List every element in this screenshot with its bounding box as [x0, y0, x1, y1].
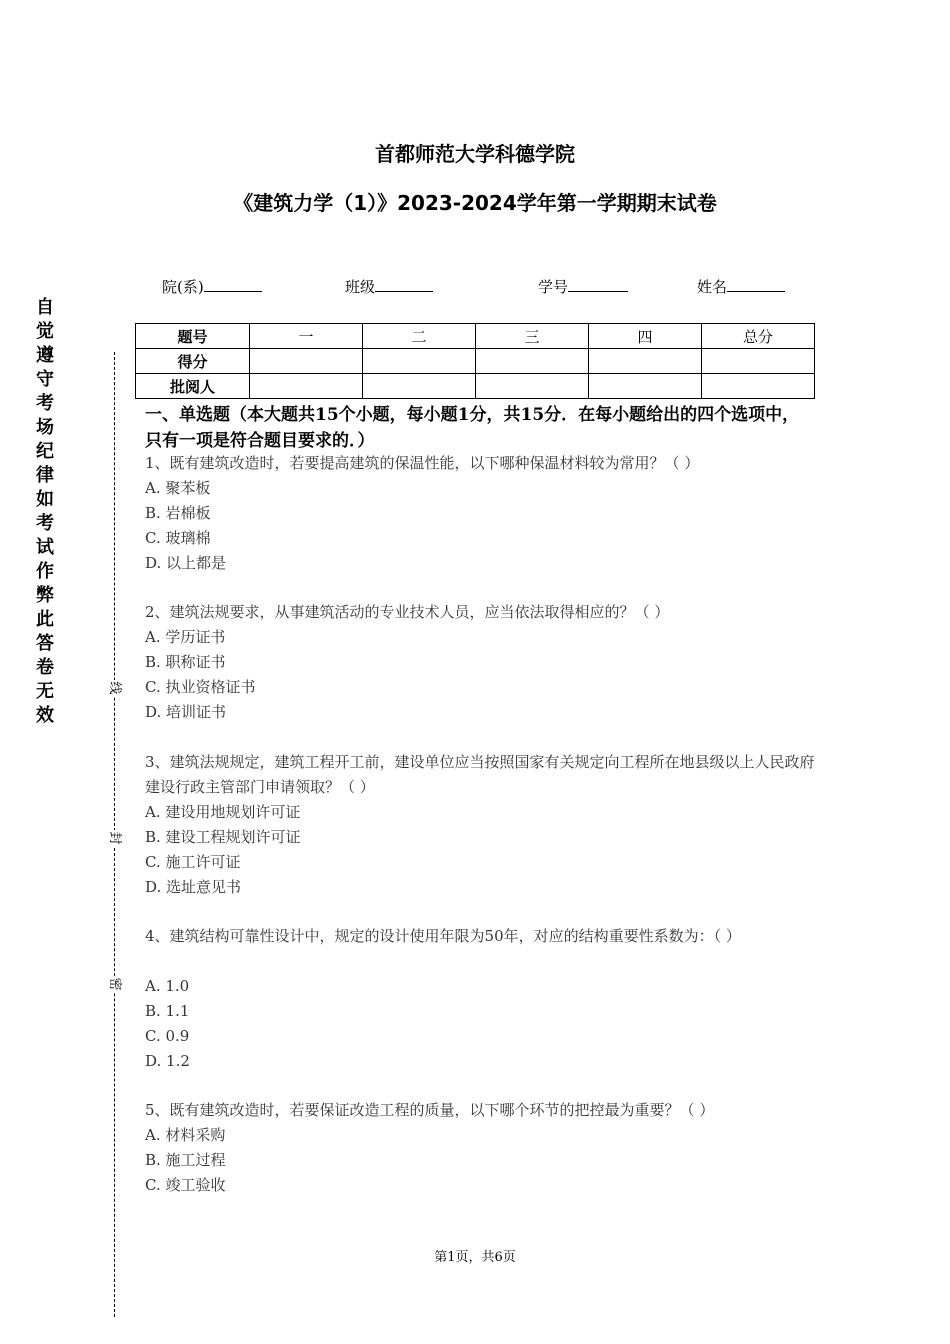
- side-notice-char: 场: [36, 417, 54, 438]
- side-notice-char: 自: [36, 297, 54, 318]
- question-5-stem: 5、既有建筑改造时，若要保证改造工程的质量，以下哪个环节的把控最为重要？（ ）: [145, 1101, 715, 1119]
- side-notice-char: 考: [36, 393, 54, 414]
- question-3-option: B. 建设工程规划许可证: [145, 828, 301, 846]
- question-2-stem: 2、建筑法规要求，从事建筑活动的专业技术人员，应当依法取得相应的？（ ）: [145, 603, 670, 621]
- page-number: 第1页，共6页: [434, 1250, 516, 1265]
- header-cell: 四: [589, 324, 702, 349]
- header-cell: 三: [476, 324, 589, 349]
- question-2-option: D. 培训证书: [145, 703, 227, 721]
- side-notice-char: 无: [36, 681, 54, 702]
- side-notice-char: 答: [36, 633, 54, 654]
- side-notice-char: 律: [36, 465, 54, 486]
- question-4-option: D. 1.2: [145, 1052, 190, 1070]
- department-blank: [204, 276, 262, 292]
- header-cell: 题号: [136, 324, 250, 349]
- side-notice-char: 作: [36, 561, 54, 582]
- score-cell: [250, 349, 363, 374]
- side-notice-char: 试: [36, 537, 54, 558]
- student-id-blank: [568, 276, 628, 292]
- table-header-row: [136, 324, 815, 349]
- name-blank: [727, 276, 785, 292]
- seal-mark-seal: 封: [107, 831, 122, 845]
- school-title: 首都师范大学科德学院: [375, 142, 575, 166]
- question-2-option: B. 职称证书: [145, 653, 226, 671]
- question-3-option: C. 施工许可证: [145, 853, 241, 871]
- grader-row-label: 批阅人: [136, 374, 250, 399]
- score-cell: [476, 349, 589, 374]
- question-5-option: A. 材料采购: [145, 1126, 226, 1144]
- side-notice: [34, 296, 56, 728]
- score-cell: [702, 349, 815, 374]
- side-notice-char: 考: [36, 513, 54, 534]
- grader-cell: [363, 374, 476, 399]
- name-field: [697, 276, 785, 297]
- header-cell: 一: [250, 324, 363, 349]
- grader-cell: [589, 374, 702, 399]
- class-field: [345, 276, 433, 297]
- question-4-option: B. 1.1: [145, 1002, 190, 1020]
- question-4-option: A. 1.0: [145, 977, 190, 995]
- student-id-label: 学号: [538, 278, 569, 296]
- section-title: 一、单选题（本大题共15个小题，每小题1分，共15分．在每小题给出的四个选项中，只有一项是符合题目要求的．）: [145, 405, 800, 451]
- seal-mark-line: 线: [107, 681, 122, 695]
- question-2-option: A. 学历证书: [145, 628, 226, 646]
- exam-title: 《建筑力学（1）》2023-2024学年第一学期期末试卷: [233, 191, 717, 215]
- side-notice-char: 如: [36, 489, 54, 510]
- score-row: [136, 349, 815, 374]
- class-blank: [375, 276, 433, 292]
- side-notice-char: 遵: [36, 345, 54, 366]
- question-1-option: D. 以上都是: [145, 554, 227, 572]
- class-label: 班级: [345, 278, 376, 296]
- name-label: 姓名: [697, 278, 728, 296]
- score-table: [135, 323, 815, 399]
- side-notice-char: 效: [36, 705, 54, 726]
- question-4-option: C. 0.9: [145, 1027, 190, 1045]
- side-notice-char: 守: [36, 369, 54, 390]
- side-notice-char: 此: [36, 609, 54, 630]
- department-field: [162, 276, 262, 297]
- grader-row: [136, 374, 815, 399]
- side-notice-char: 卷: [36, 657, 54, 678]
- question-1-option: C. 玻璃棉: [145, 529, 211, 547]
- side-notice-char: 纪: [36, 441, 54, 462]
- question-3-option: A. 建设用地规划许可证: [145, 803, 301, 821]
- grader-cell: [476, 374, 589, 399]
- grader-cell: [250, 374, 363, 399]
- score-row-label: 得分: [136, 349, 250, 374]
- question-3-option: D. 选址意见书: [145, 878, 242, 896]
- question-1-stem: 1、既有建筑改造时，若要提高建筑的保温性能，以下哪种保温材料较为常用？（ ）: [145, 454, 700, 472]
- question-3-stem: 3、建筑法规规定，建筑工程开工前，建设单位应当按照国家有关规定向工程所在地县级以上人民政府建设行政主管部门申请领取？（ ）: [145, 753, 815, 796]
- header-cell: 二: [363, 324, 476, 349]
- side-notice-char: 觉: [36, 321, 54, 342]
- seal-mark-secret: 密: [107, 977, 122, 991]
- score-cell: [363, 349, 476, 374]
- department-label: 院(系): [162, 278, 204, 296]
- grader-cell: [702, 374, 815, 399]
- question-4-stem: 4、建筑结构可靠性设计中，规定的设计使用年限为50年，对应的结构重要性系数为：（ ）: [145, 927, 741, 945]
- question-5-option: C. 竣工验收: [145, 1176, 226, 1194]
- question-5-option: B. 施工过程: [145, 1151, 226, 1169]
- header-cell: 总分: [702, 324, 815, 349]
- question-1-option: A. 聚苯板: [145, 479, 211, 497]
- side-notice-char: 弊: [36, 585, 54, 606]
- question-2-option: C. 执业资格证书: [145, 678, 256, 696]
- student-id-field: [538, 276, 628, 297]
- score-cell: [589, 349, 702, 374]
- question-1-option: B. 岩棉板: [145, 504, 211, 522]
